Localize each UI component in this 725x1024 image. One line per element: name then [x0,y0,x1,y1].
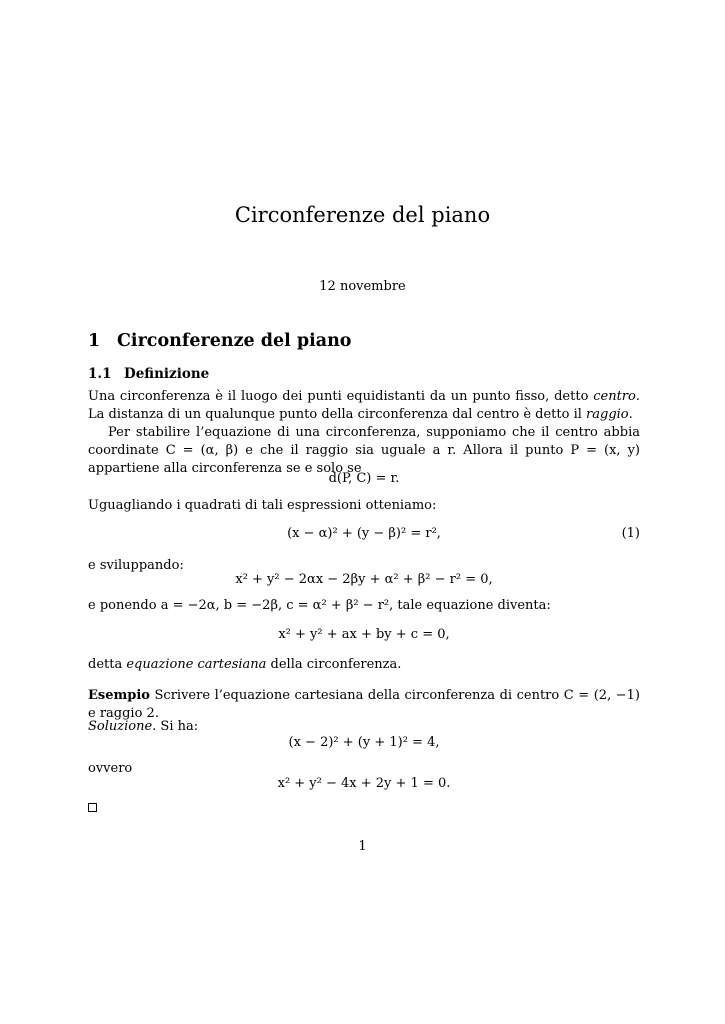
text-ovvero: ovvero [88,761,133,776]
equation-1-label: (1) [621,526,640,541]
qed-square-icon [88,803,97,812]
equation-solution-2: x² + y² − 4x + 2y + 1 = 0. [277,776,451,791]
definition-text: . [628,407,633,422]
equation-1: (x − α)² + (y − β)² = r², [287,526,441,541]
date: 12 novembre [319,279,406,294]
detta-text: detta [88,657,127,672]
term-equazione-cartesiana: equazione cartesiana [126,657,267,672]
subsection-title: Definizione [124,366,210,382]
subsection-number: 1.1 [88,366,112,382]
section-number: 1 [88,331,101,351]
definition-paragraph [88,388,640,478]
page-number: 1 [358,839,367,854]
section-heading [88,331,351,351]
text-squares: Uguagliando i quadrati di tali espressioni otteniamo: [88,498,437,513]
page-title: Circonferenze del piano [234,203,491,227]
term-raggio: raggio [586,407,629,422]
equation-solution-1: (x − 2)² + (y + 1)² = 4, [288,735,440,750]
definition-text: Una circonferenza è il luogo dei punti equidistanti da un punto fisso, detto [88,389,594,404]
text-expanding: e sviluppando: [88,558,184,573]
equation-cartesian: x² + y² + ax + by + c = 0, [278,627,450,642]
setup-paragraph: Per stabilire l’equazione di una circonferenza, supponiamo che il centro abbia coordinate C = (α, β) e che il raggio sia uguale a r. Allora il punto P = (x, y) appartiene alla circonferenza se e solo se [88,425,640,476]
solution-text: Si ha: [156,719,199,734]
text-setting: e ponendo a = −2α, b = −2β, c = α² + β² − r², tale equazione diventa: [88,598,551,613]
equation-distance: d(P, C) = r. [328,471,400,486]
equation-expanded: x² + y² − 2αx − 2βy + α² + β² − r² = 0, [235,572,493,587]
text-detta [88,656,640,674]
section-title: Circonferenze del piano [117,331,352,351]
term-centro: centro [593,389,636,404]
subsection-heading [88,366,209,382]
solution-paragraph [88,718,640,736]
detta-text: della circonferenza. [266,657,402,672]
example-label: Esempio [88,688,150,703]
solution-label: Soluzione. [88,719,157,734]
definition-text: . La distanza di un qualunque punto della circonferenza dal centro è detto il [88,389,640,422]
example-text: Scrivere l’equazione cartesiana della circonferenza di centro C = (2, −1) e raggio 2. [88,688,640,721]
